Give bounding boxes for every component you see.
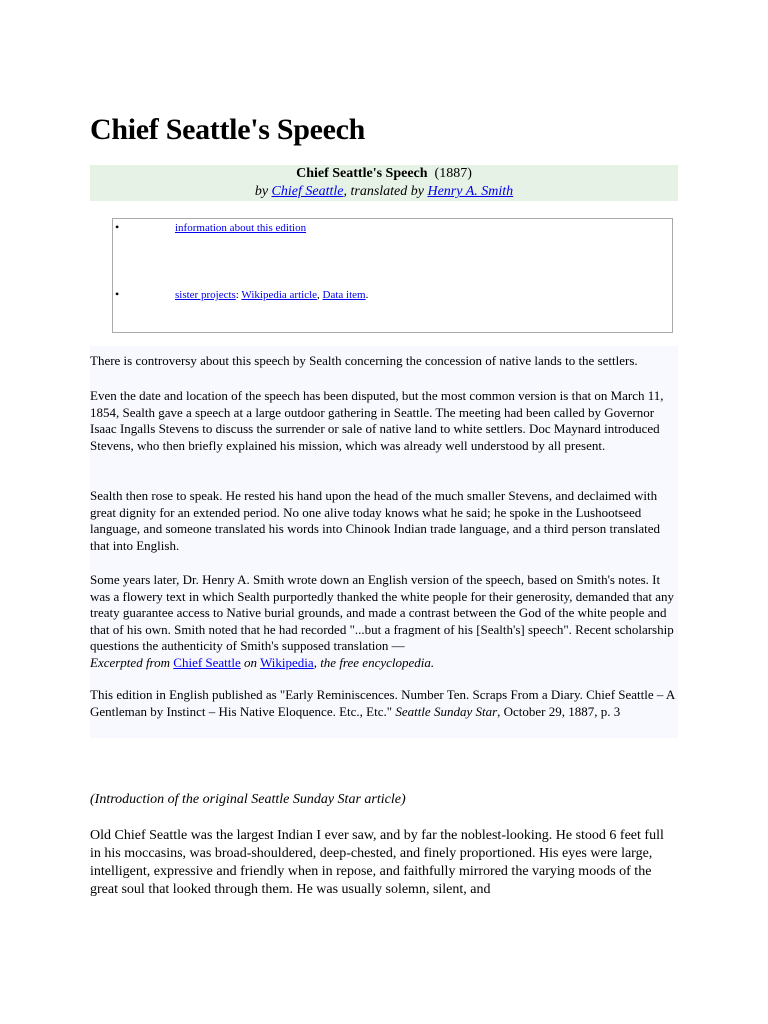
bullet-icon: • <box>115 220 120 234</box>
bullet-icon: • <box>115 287 120 301</box>
list-item <box>113 222 672 236</box>
author-link[interactable]: Chief Seattle <box>271 184 344 199</box>
comma-text: , <box>317 289 320 301</box>
header-template <box>90 165 678 201</box>
header-title-row <box>90 165 678 183</box>
header-author-row <box>90 183 678 201</box>
notice-paragraph <box>90 572 678 671</box>
notice-paragraph: There is controversy about this speech by Sealth concerning the concession of native lands to the settlers. <box>90 353 638 368</box>
note-text <box>175 222 306 234</box>
list-item <box>113 289 672 303</box>
chief-seattle-link[interactable]: Chief Seattle <box>173 654 241 670</box>
publication-date: , October 29, 1887, p. 3 <box>497 703 621 719</box>
notice-paragraph: Even the date and location of the speech has been disputed, but the most common version is that on March 11, 1854, Sealth gave a speech at a large outdoor gathering in Seattle. The meeting had been called by Governor Isaac Ingalls Stevens to discuss the surrender or sale of native land to white settlers. Doc Maynard introduced Stevens, who then briefly explained his mission, which was already well understood by all present. <box>90 388 664 453</box>
edition-notes-box <box>112 218 673 333</box>
wikipedia-link[interactable]: Wikipedia <box>260 654 314 670</box>
wikipedia-article-link[interactable]: Wikipedia article <box>241 289 318 301</box>
work-title: Chief Seattle's Speech <box>296 166 428 181</box>
data-item-link[interactable]: Data item <box>322 289 366 301</box>
edition-text: This edition in English published as "Early Reminiscences. Number Ten. Scraps From a Diary. Chief Seattle – A Gentleman by Instinct – His Native Eloquence. Etc., Etc." <box>90 687 675 719</box>
wikipedia-notice <box>90 346 678 738</box>
colon-text: : <box>235 289 239 301</box>
notice-paragraph <box>90 687 678 720</box>
notice-paragraph: Sealth then rose to speak. He rested his hand upon the head of the much smaller Stevens, and declaimed with great dignity for an extended period. No one alive today knows what he said; he spoke in the Lushootseed language, and someone translated his words into Chinook Indian trade language, and a third person translated that into English. <box>90 488 661 553</box>
notice-text: Some years later, Dr. Henry A. Smith wrote down an English version of the speech, based on Smith's notes. It was a flowery text in which Sealth purportedly thanked the white people for their generosity, demanded that any treaty guarantee access to Native burial grounds, and made a contrast between the God of the white people and that of his own. Smith noted that he had recorded "...but a fragment of his [Sealth's] speech". Recent scholarship questions the authenticity of Smith's supposed translation — <box>90 572 674 653</box>
excerpt-suffix: , the free encyclopedia. <box>313 654 435 670</box>
note-text <box>175 289 368 301</box>
excerpt-prefix: Excerpted from <box>90 654 171 670</box>
intro-note: (Introduction of the original Seattle Sunday Star article) <box>90 792 406 807</box>
note-suffix: . <box>365 289 369 301</box>
edition-info-link[interactable]: information about this edition <box>175 222 307 234</box>
body-paragraph: Old Chief Seattle was the largest Indian I ever saw, and by far the noblest-looking. He stood 6 feet full in his moccasins, was broad-shouldered, deep-chested, and finely proportioned. His eyes were large, intelligent, expressive and friendly when in repose, and faithfully mirrored the varying moods of the great soul that looked through them. He was usually solemn, silent, and <box>90 828 664 897</box>
translated-by-label: , translated by <box>343 184 424 199</box>
sister-projects-link[interactable]: sister projects <box>175 289 236 301</box>
page-title: Chief Seattle's Speech <box>90 113 366 146</box>
publication-name: Seattle Sunday Star <box>395 703 498 719</box>
translator-link[interactable]: Henry A. Smith <box>427 184 514 199</box>
excerpt-on: on <box>244 654 258 670</box>
by-label: by <box>254 184 269 199</box>
work-year: (1887) <box>434 166 472 181</box>
